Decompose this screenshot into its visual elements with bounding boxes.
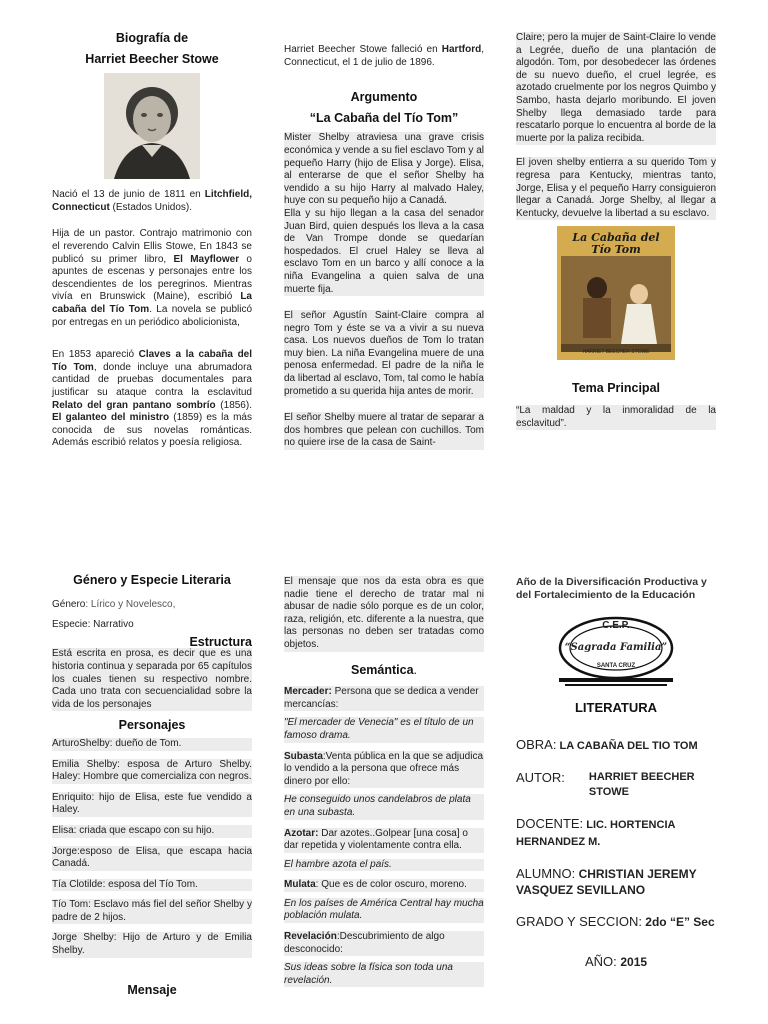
semantics-term: Revelación (284, 931, 337, 943)
character-item: Elisa: criada que escapo con su hijo. (52, 825, 252, 838)
subject-title: LITERATURA (574, 700, 658, 715)
semantics-heading: Semántica. (350, 662, 417, 677)
semantics-term: Azotar: (284, 827, 319, 839)
argument-paragraph-6: El joven shelby entierra a su querido Tom y regresa para Kentucky, mientras tanto, Jorge, Elisa y el pequeño Harry consiguieron llegar a Canadá. Jorge Shelby, al llegar a Kentucky, devuelve la libertad a su esclavo. (516, 157, 716, 219)
semantics-example: El hambre azota el país. (284, 859, 484, 872)
school-seal (551, 610, 681, 690)
year-motto: Año de la Diversificación Productiva y del Fortalecimiento de la Educación (516, 576, 707, 601)
biography-paragraph-3: En 1853 apareció Claves a la cabaña del Tío Tom, donde incluye una abrumadora cantidad de pruebas documentales para justificar su ataque contra la esclavitud Relato del gran pantano sombrío (1856). El galanteo del ministro (1859) es la más conocida de sus novelas románticas. Además escribió relatos y poesía religiosa. (52, 349, 253, 449)
semantics-definition (284, 828, 484, 853)
author-line: AUTOR: HARRIET BEECHER STOWE (516, 769, 695, 798)
structure-text: Está escrita en prosa, es decir que es una historia continua y separada por 65 capítulos los cuales tienen su respectivo nombre. Cada uno trata con secuencialidad sobre la vida de los personajes (52, 648, 252, 710)
semantics-term: Mulata (284, 879, 316, 891)
biography-column (52, 32, 252, 450)
argument-paragraph-5: Claire; pero la mujer de Saint-Claire lo vende a Legrée, dueño de una plantación de algodón. Tom, por desobedecer las órdenes de su nuevo dueño, el cruel legrée, es azotado cruelmente por los negros Quimbo y Sambo, hasta dejarlo moribundo. El joven Shelby llega demasiado tarde para rescatarlo porque lo encuentra al borde de la muerte por la paliza recibida. (516, 32, 716, 144)
message-semantics-column (284, 576, 484, 995)
argument-paragraph-3: El señor Agustín Saint-Claire compra al negro Tom y éste se va a vivir a su nueva casa. Los nuevos dueños de Tom lo tratan muy bien. La niña Evangelina muere de una penosa enfermedad. El padre de la niña le da libertad al esclavo, Tom, tal como le había prometido a su querida hija antes de morir. (284, 310, 484, 397)
argument-continued-column (516, 32, 716, 430)
biography-title-line2: Harriet Beecher Stowe (85, 51, 219, 66)
seal-name: “Sagrada Familia” (564, 642, 668, 653)
student-line: ALUMNO: CHRISTIAN JEREMY VASQUEZ SEVILLANO (516, 865, 697, 897)
semantics-list (284, 686, 484, 995)
author-portrait (104, 73, 200, 179)
character-item: Tío Tom: Esclavo más fiel del señor Shelby y padre de 2 hijos. (52, 899, 252, 923)
message-text: El mensaje que nos da esta obra es que nadie tiene el derecho de tratar mal ni abusar de nadie sólo porque es de un color, raza, religión, etc. diferente a la nuestra, que las personas no deben ser tratadas como objetos. (284, 576, 484, 650)
biography-paragraph-2: Hija de un pastor. Contrajo matrimonio con el reverendo Calvin Ellis Stowe, En 1843 se publicó su primer libro, El Mayflower o apuntes de escenas y personajes entre los descendientes de los peregrinos. Mientras vivía en Brunswick (Maine), escribió La cabaña del Tío Tom. La novela se publicó por entregas en un periódico abolicionista, (52, 228, 253, 328)
book-cover-author: HARRIET BEECHER STOWE (582, 348, 650, 355)
structure-heading: Estructura (189, 634, 252, 649)
semantics-term: Subasta (284, 750, 323, 762)
semantics-meaning: : Que es de color oscuro, moreno. (315, 879, 467, 891)
year-line: AÑO: 2015 (584, 953, 648, 969)
semantics-definition (284, 751, 484, 789)
character-item: Enriquito: hijo de Elisa, este fue vendido a Haley. (52, 791, 252, 816)
argument-paragraph-4: El señor Shelby muere al tratar de separar a dos hombres que pelean con cuchillos. Tom no quiere irse de la casa de Saint- (284, 412, 484, 449)
death-paragraph: Harriet Beecher Stowe falleció en Hartford, Connecticut, el 1 de julio de 1896. (284, 44, 484, 68)
character-item: Jorge Shelby: Hijo de Arturo y de Emilia Shelby. (52, 932, 252, 957)
biography-title-line1: Biografía de (115, 31, 189, 45)
argument-subheading: “La Cabaña del Tío Tom” (309, 110, 459, 125)
work-line: OBRA: LA CABAÑA DEL TIO TOM (516, 736, 698, 752)
message-heading: Mensaje (127, 982, 177, 997)
characters-heading: Personajes (118, 718, 186, 733)
argument-column (284, 44, 484, 450)
semantics-meaning: :Descubrimiento de algo desconocido: (284, 931, 445, 955)
character-item: Jorge:esposo de Elisa, que escapa hacia Canadá. (52, 845, 252, 870)
character-item: Tía Clotilde: esposa del Tío Tom. (52, 879, 252, 892)
semantics-example: Sus ideas sobre la física son toda una revelación. (284, 962, 484, 987)
grade-section-line: GRADO Y SECCION: 2do “E” Sec (516, 913, 715, 929)
semantics-definition (284, 931, 484, 956)
theme-text: “La maldad y la inmoralidad de la esclavitud”. (516, 404, 716, 429)
birth-paragraph: Nació el 13 de junio de 1811 en Litchfield, Connecticut (Estados Unidos). (52, 189, 252, 213)
characters-list (52, 738, 252, 958)
semantics-definition (284, 879, 484, 892)
seal-city: SANTA CRUZ (596, 663, 636, 669)
semantics-meaning: Persona que se dedica a vender mercancías: (284, 686, 479, 710)
seal-initials: C.E.P. (602, 620, 630, 631)
book-cover-title: La Cabaña del Tío Tom (572, 231, 660, 257)
semantics-meaning: Dar azotes..Golpear [una cosa] o dar repetida y violentamente contra ella. (284, 827, 468, 852)
argument-paragraph-1: Mister Shelby atraviesa una grave crisis económica y vende a su fiel esclavo Tom y al pequeño Harry (hijo de Elisa y Jorge). Elisa, al enterarse de que el señor Shelby ha vendido a su hijo Harry al malvado Haley, huye con su pequeño hijo a Canadá. (284, 132, 484, 207)
genre-column (52, 574, 252, 996)
semantics-meaning: :Venta pública en la que se adjudica lo vendido a la persona que ofrece más dinero por ello: (284, 750, 484, 787)
cover-info-column (516, 576, 716, 970)
semantics-definition (284, 686, 484, 711)
argument-heading: Argumento (350, 90, 418, 105)
argument-paragraph-2: Ella y su hijo llegan a la casa del senador Juan Bird, quien después los lleva a la casa de Van Trompe donde se quedarían hospedados. El cruel Haley se lleva al esclavo Tom en un barco y allí conoce a la niña Evangelina a quien salva de una muerte fija. (284, 207, 484, 295)
theme-heading: Tema Principal (572, 381, 660, 396)
semantics-term: Mercader: (284, 686, 332, 698)
semantics-example: "El mercader de Venecia" es el título de un famoso drama. (284, 717, 484, 742)
species-line: Especie: Narrativo (52, 619, 134, 631)
semantics-example: En los países de América Central hay mucha población mulata. (284, 897, 484, 922)
genre-line: Género: Lírico y Novelesco, (52, 598, 176, 610)
semantics-example: He conseguido unos candelabros de plata en una subasta. (284, 794, 484, 819)
character-item: Emilia Shelby: esposa de Arturo Shelby. Haley: Hombre que comercializa con negros. (52, 758, 252, 783)
genre-heading: Género y Especie Literaria (73, 573, 231, 587)
book-cover-image (557, 226, 675, 360)
teacher-line: DOCENTE: LIC. HORTENCIA HERNANDEZ M. (516, 815, 676, 848)
character-item: ArturoShelby: dueño de Tom. (52, 738, 252, 751)
